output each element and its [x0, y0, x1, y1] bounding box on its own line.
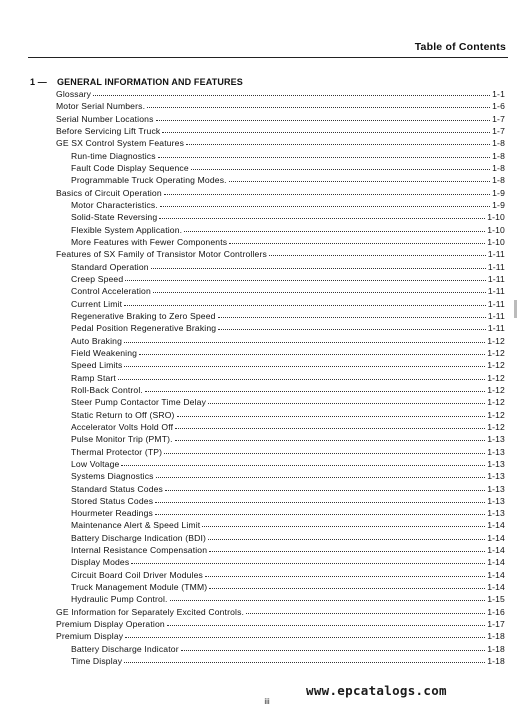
dot-leader [186, 144, 490, 145]
toc-entry-page: 1-13 [487, 458, 505, 469]
dot-leader [93, 95, 490, 96]
dot-leader [218, 329, 486, 330]
toc-entry[interactable] [56, 347, 505, 359]
toc-entry-page: 1-14 [487, 545, 505, 556]
toc-entry[interactable] [56, 569, 505, 581]
page-edge-mark [514, 300, 517, 318]
toc-entry-label: Standard Operation [71, 261, 149, 272]
toc-entry-page: 1-17 [487, 619, 505, 630]
toc-entry-label: Programmable Truck Operating Modes. [71, 175, 227, 186]
toc-entry-page: 1-12 [487, 421, 505, 432]
toc-entry-page: 1-1 [492, 89, 505, 99]
toc-entry-page: 1-8 [492, 175, 505, 186]
dot-leader [269, 255, 486, 256]
dot-leader [158, 157, 490, 158]
dot-leader [175, 428, 485, 429]
dot-leader [229, 243, 485, 244]
toc-entry-label: Ramp Start [71, 372, 116, 383]
toc-entry-label: Flexible System Application. [71, 224, 183, 235]
toc-entry[interactable] [56, 384, 505, 396]
toc-entry[interactable] [56, 162, 505, 174]
dot-leader [151, 268, 486, 269]
toc-entry[interactable] [56, 137, 505, 149]
dot-leader [124, 342, 485, 343]
toc-entry-label: Battery Discharge Indication (BDI) [71, 532, 207, 543]
dot-leader [125, 280, 486, 281]
toc-entry[interactable] [56, 409, 505, 421]
toc-entry[interactable] [56, 618, 505, 630]
dot-leader [145, 391, 485, 392]
toc-entry[interactable] [56, 421, 505, 433]
toc-entry-page: 1-12 [487, 360, 505, 371]
toc-entry[interactable] [56, 396, 505, 408]
dot-leader [121, 465, 485, 466]
toc-entry[interactable] [56, 630, 505, 642]
toc-entry-label: Solid-State Reversing [71, 212, 158, 223]
toc-entry[interactable] [56, 261, 505, 273]
toc-entry-page: 1-13 [487, 508, 505, 519]
dot-leader [208, 403, 485, 404]
toc-entry-label: Field Weakening [71, 347, 138, 358]
dot-leader [164, 194, 490, 195]
watermark: www.epcatalogs.com [306, 683, 447, 698]
toc-entry-page: 1-11 [487, 261, 505, 272]
toc-entry[interactable] [56, 507, 505, 519]
dot-leader [124, 305, 486, 306]
toc-entry[interactable] [56, 495, 505, 507]
toc-entry-page: 1-12 [487, 384, 505, 395]
toc-entry[interactable] [56, 236, 505, 248]
toc-entry-label: Speed Limits [71, 360, 123, 371]
toc-entry-page: 1-14 [487, 569, 505, 580]
dot-leader [124, 662, 485, 663]
dot-leader [175, 440, 486, 441]
dot-leader [125, 637, 485, 638]
toc-entry-page: 1-11 [487, 298, 505, 309]
toc-entry-label: GE SX Control System Features [56, 138, 185, 149]
toc-entry-page: 1-10 [487, 236, 505, 247]
toc-entry[interactable] [56, 285, 505, 297]
toc-entry[interactable] [56, 470, 505, 482]
dot-leader [156, 477, 486, 478]
toc-entry[interactable] [56, 532, 505, 544]
dot-leader [177, 416, 486, 417]
toc-entry-page: 1-18 [487, 631, 505, 642]
dot-leader [229, 181, 490, 182]
dot-leader [155, 514, 485, 515]
toc-entry-page: 1-13 [487, 483, 505, 494]
dot-leader [246, 613, 485, 614]
toc-entry-label: Regenerative Braking to Zero Speed [71, 310, 216, 321]
toc-entry-label: Low Voltage [71, 458, 120, 469]
toc-entry-label: Basics of Circuit Operation [56, 187, 162, 198]
dot-leader [156, 120, 491, 121]
dot-leader [147, 107, 490, 108]
toc-entry-page: 1-13 [487, 446, 505, 457]
dot-leader [164, 453, 485, 454]
toc-entry-label: Static Return to Off (SRO) [71, 409, 175, 420]
toc-entry-label: Time Display [71, 656, 123, 667]
toc-entry-label: Run-time Diagnostics [71, 150, 156, 161]
toc-entry-page: 1-14 [487, 520, 505, 531]
toc-entry[interactable] [56, 224, 505, 236]
section-title: GENERAL INFORMATION AND FEATURES [57, 77, 243, 87]
toc-entry-page: 1-16 [487, 606, 505, 617]
toc-entry[interactable] [56, 88, 505, 100]
toc-entry[interactable] [56, 150, 505, 162]
toc-entry[interactable] [56, 125, 505, 137]
dot-leader [162, 132, 490, 133]
dot-leader [165, 490, 485, 491]
toc-entry[interactable] [56, 211, 505, 223]
toc-entry-label: Stored Status Codes [71, 495, 154, 506]
toc-entry-page: 1-6 [492, 101, 505, 112]
toc-entry-label: Motor Characteristics. [71, 199, 158, 210]
toc-entry-label: Accelerator Volts Hold Off [71, 421, 174, 432]
dot-leader [160, 206, 490, 207]
toc-entry[interactable] [56, 544, 505, 556]
dot-leader [159, 218, 485, 219]
toc-entry[interactable] [56, 593, 505, 605]
toc-entry[interactable] [56, 273, 505, 285]
toc-entry-label: Control Acceleration [71, 286, 151, 297]
toc-entry-page: 1-12 [487, 347, 505, 358]
toc-entry-page: 1-13 [487, 471, 505, 482]
toc-entry-label: GE Information for Separately Excited Controls. [56, 606, 245, 617]
toc-entry-page: 1-7 [492, 113, 505, 124]
toc-entry-label: Premium Display [56, 631, 124, 642]
toc-entry-label: Fault Code Display Sequence [71, 162, 189, 173]
toc-entry[interactable] [56, 298, 505, 310]
toc-entry-page: 1-18 [487, 656, 505, 667]
toc-entry-page: 1-8 [492, 162, 505, 173]
toc-entry[interactable] [56, 655, 505, 667]
toc-entry[interactable] [56, 643, 505, 655]
toc-entry-label: Internal Resistance Compensation [71, 545, 208, 556]
dot-leader [209, 588, 485, 589]
toc-entry[interactable] [56, 372, 505, 384]
toc-entry-page: 1-11 [487, 273, 505, 284]
toc-entry-page: 1-10 [487, 224, 505, 235]
dot-leader [208, 539, 485, 540]
toc-entry[interactable] [56, 606, 505, 618]
toc-entry-page: 1-14 [487, 557, 505, 568]
toc-entry-label: Battery Discharge Indicator [71, 643, 179, 654]
toc-entry-label: Current Limit [71, 298, 123, 309]
dot-leader [184, 231, 485, 232]
toc-entry-page: 1-18 [487, 643, 505, 654]
toc-entry-page: 1-9 [492, 187, 505, 198]
toc-entry-page: 1-13 [487, 434, 505, 445]
section-heading [30, 77, 243, 87]
toc-entry-label: More Features with Fewer Components [71, 236, 228, 247]
toc-entry[interactable] [56, 199, 505, 211]
toc-entry-label: Hydraulic Pump Control. [71, 594, 168, 605]
dot-leader [167, 625, 485, 626]
header-rule [28, 57, 508, 58]
toc-entry-label: Maintenance Alert & Speed Limit [71, 520, 201, 531]
toc-entry[interactable] [56, 322, 505, 334]
dot-leader [218, 317, 486, 318]
dot-leader [181, 650, 485, 651]
toc-list [56, 88, 505, 667]
toc-entry[interactable] [56, 113, 505, 125]
toc-entry-label: Roll-Back Control. [71, 384, 143, 395]
dot-leader [139, 354, 485, 355]
toc-entry[interactable] [56, 335, 505, 347]
toc-entry-page: 1-12 [487, 397, 505, 408]
dot-leader [153, 292, 486, 293]
toc-entry-label: Thermal Protector (TP) [71, 446, 163, 457]
toc-entry-page: 1-9 [492, 199, 505, 210]
toc-entry[interactable] [56, 310, 505, 322]
toc-entry[interactable] [56, 581, 505, 593]
toc-entry-page: 1-12 [487, 335, 505, 346]
toc-entry-label: Display Modes [71, 557, 130, 568]
toc-entry-label: Motor Serial Numbers. [56, 101, 146, 112]
dot-leader [205, 576, 485, 577]
toc-entry[interactable] [56, 433, 505, 445]
toc-entry-page: 1-11 [487, 249, 505, 260]
toc-entry-page: 1-14 [487, 582, 505, 593]
section-number: 1 — [30, 77, 47, 87]
dot-leader [209, 551, 485, 552]
page-header-title: Table of Contents [414, 41, 506, 53]
toc-entry[interactable] [56, 100, 505, 112]
dot-leader [155, 502, 485, 503]
toc-entry-page: 1-12 [487, 372, 505, 383]
toc-entry-label: Serial Number Locations [56, 113, 154, 124]
toc-entry-label: Hourmeter Readings [71, 508, 153, 519]
toc-entry-page: 1-11 [487, 310, 505, 321]
toc-entry[interactable] [56, 187, 505, 199]
toc-entry-page: 1-8 [492, 138, 505, 149]
toc-entry-label: Glossary [56, 89, 92, 99]
toc-entry-label: Premium Display Operation [56, 619, 165, 630]
toc-entry-label: Auto Braking [71, 335, 123, 346]
toc-entry-label: Features of SX Family of Transistor Motor Controllers [56, 249, 267, 260]
toc-entry[interactable] [56, 174, 505, 186]
dot-leader [202, 526, 485, 527]
dot-leader [124, 366, 485, 367]
toc-entry-label: Pedal Position Regenerative Braking [71, 323, 217, 334]
toc-entry[interactable] [56, 556, 505, 568]
dot-leader [118, 379, 485, 380]
toc-entry[interactable] [56, 248, 505, 260]
toc-entry[interactable] [56, 483, 505, 495]
toc-entry[interactable] [56, 519, 505, 531]
toc-entry-label: Before Servicing Lift Truck [56, 125, 161, 136]
toc-entry[interactable] [56, 446, 505, 458]
toc-entry-label: Truck Management Module (TMM) [71, 582, 208, 593]
toc-entry-page: 1-10 [487, 212, 505, 223]
toc-entry-label: Circuit Board Coil Driver Modules [71, 569, 203, 580]
toc-entry-page: 1-13 [487, 495, 505, 506]
dot-leader [131, 563, 485, 564]
toc-entry[interactable] [56, 359, 505, 371]
toc-entry-page: 1-8 [492, 150, 505, 161]
toc-entry-label: Pulse Monitor Trip (PMT). [71, 434, 173, 445]
toc-entry-label: Creep Speed [71, 273, 124, 284]
toc-entry-page: 1-11 [487, 286, 505, 297]
toc-entry-page: 1-12 [487, 409, 505, 420]
toc-entry-page: 1-14 [487, 532, 505, 543]
toc-entry-label: Steer Pump Contactor Time Delay [71, 397, 207, 408]
dot-leader [170, 600, 486, 601]
page-number: iii [264, 697, 270, 706]
toc-entry-page: 1-7 [492, 125, 505, 136]
toc-entry[interactable] [56, 458, 505, 470]
toc-entry-label: Systems Diagnostics [71, 471, 154, 482]
dot-leader [191, 169, 490, 170]
toc-entry-label: Standard Status Codes [71, 483, 164, 494]
toc-entry-page: 1-15 [487, 594, 505, 605]
toc-entry-page: 1-11 [487, 323, 505, 334]
